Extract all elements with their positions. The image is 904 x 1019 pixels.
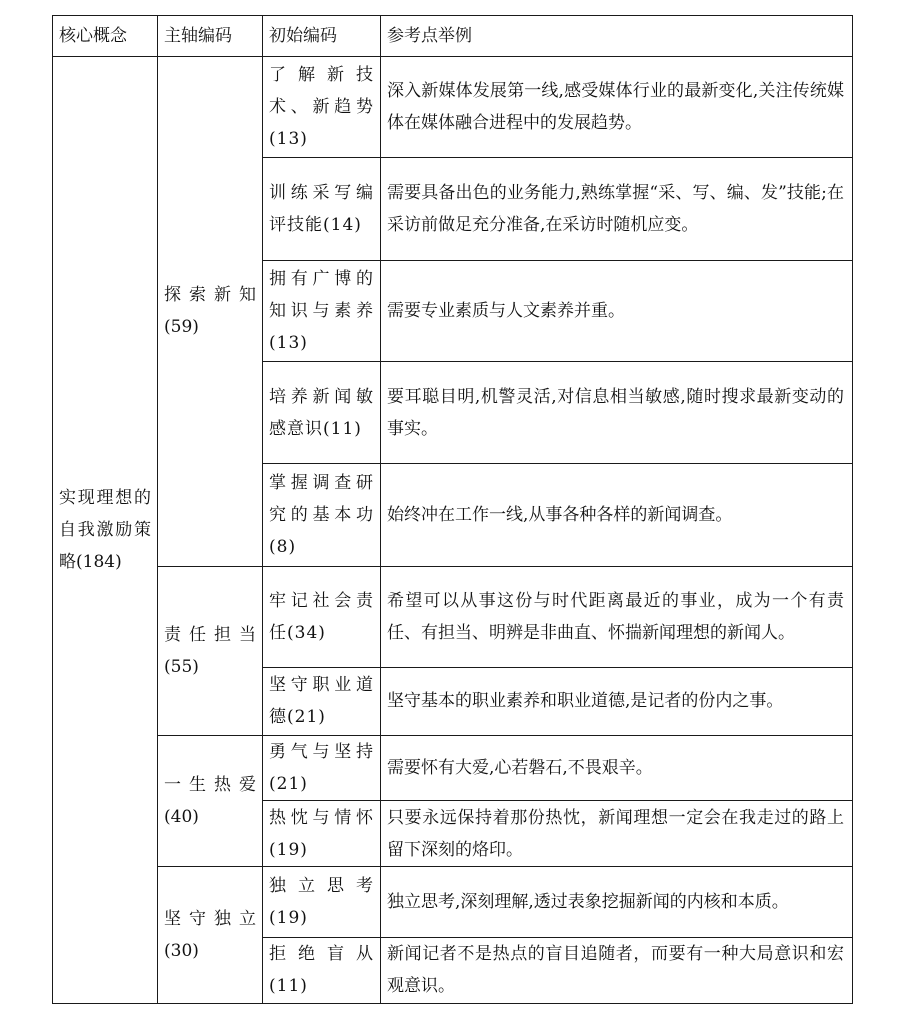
- coding-table: [52, 15, 853, 1004]
- example-cell: 希望可以从事这份与时代距离最近的事业，成为一个有责任、有担当、明辨是非曲直、怀揣新闻理想的新闻人。: [381, 566, 853, 667]
- initial-code-cell: 热忱与情怀(19): [263, 801, 381, 867]
- example-cell: 需要专业素质与人文素养并重。: [381, 260, 853, 361]
- initial-code-cell: 勇气与坚持(21): [263, 736, 381, 801]
- example-cell: 需要怀有大爱,心若磐石,不畏艰辛。: [381, 736, 853, 801]
- example-cell: 坚守基本的职业素养和职业道德,是记者的份内之事。: [381, 667, 853, 735]
- axis-cell: 责任担当(55): [158, 566, 263, 736]
- header-axial-coding: 主轴编码: [158, 16, 263, 57]
- initial-code-cell: 拒绝盲从(11): [263, 937, 381, 1003]
- example-cell: 独立思考,深刻理解,透过表象挖掘新闻的内核和本质。: [381, 867, 853, 937]
- table-row: [53, 57, 853, 158]
- example-cell: 需要具备出色的业务能力,熟练掌握“采、写、编、发”技能;在采访前做足充分准备,在采访时随机应变。: [381, 158, 853, 260]
- header-row: [53, 16, 853, 57]
- header-initial-coding: 初始编码: [263, 16, 381, 57]
- core-concept-cell: 实现理想的自我激励策略(184): [53, 57, 158, 1004]
- header-reference-example: 参考点举例: [381, 16, 853, 57]
- table-row: [53, 566, 853, 667]
- example-cell: 要耳聪目明,机警灵活,对信息相当敏感,随时搜求最新变动的事实。: [381, 361, 853, 463]
- initial-code-cell: 训练采写编评技能(14): [263, 158, 381, 260]
- initial-code-cell: 独立思考(19): [263, 867, 381, 937]
- example-cell: 新闻记者不是热点的盲目追随者，而要有一种大局意识和宏观意识。: [381, 937, 853, 1003]
- header-core-concept: 核心概念: [53, 16, 158, 57]
- initial-code-cell: 拥有广博的知识与素养(13): [263, 260, 381, 361]
- axis-cell: 一生热爱(40): [158, 736, 263, 867]
- example-cell: 深入新媒体发展第一线,感受媒体行业的最新变化,关注传统媒体在媒体融合进程中的发展趋势。: [381, 57, 853, 158]
- example-cell: 始终冲在工作一线,从事各种各样的新闻调查。: [381, 464, 853, 566]
- example-cell: 只要永远保持着那份热忱，新闻理想一定会在我走过的路上留下深刻的烙印。: [381, 801, 853, 867]
- initial-code-cell: 了解新技术、新趋势(13): [263, 57, 381, 158]
- initial-code-cell: 培养新闻敏感意识(11): [263, 361, 381, 463]
- axis-cell: 坚守独立(30): [158, 867, 263, 1004]
- table-row: [53, 736, 853, 801]
- table-row: [53, 867, 853, 937]
- initial-code-cell: 坚守职业道德(21): [263, 667, 381, 735]
- axis-cell: 探索新知(59): [158, 57, 263, 567]
- initial-code-cell: 牢记社会责任(34): [263, 566, 381, 667]
- initial-code-cell: 掌握调查研究的基本功(8): [263, 464, 381, 566]
